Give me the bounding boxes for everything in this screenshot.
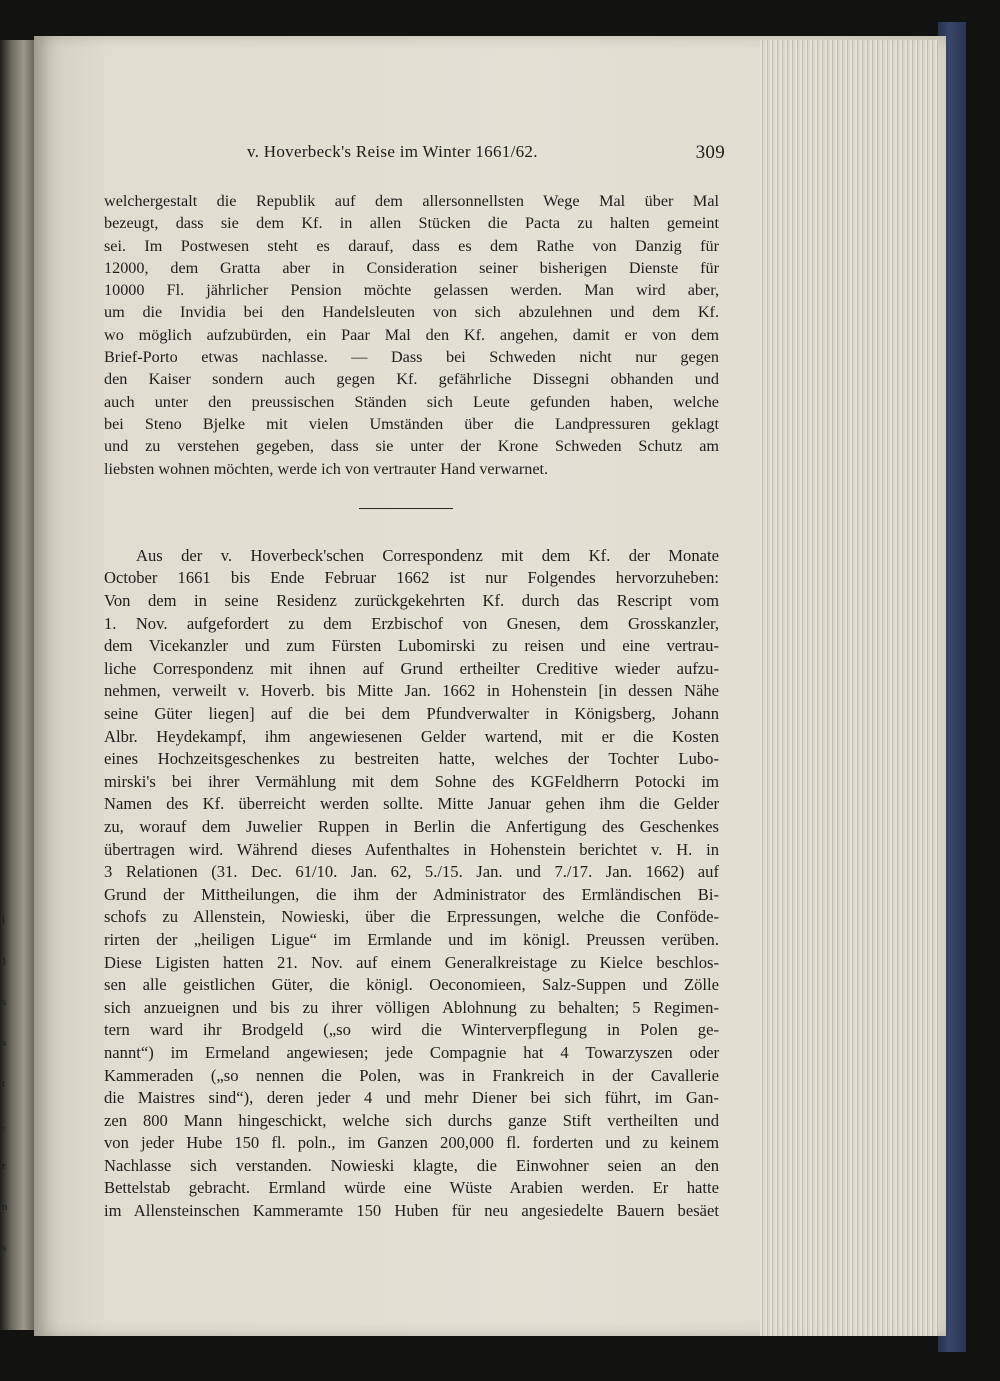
text-line: nehmen, verweilt v. Hoverb. bis Mitte Jan. 1662 in Hohenstein [in dessen Nähe [104,681,719,701]
text-line: zen 800 Mann hingeschickt, welche sich durchs ganze Stift vertheilten und [104,1110,719,1130]
text-line: dem Vicekanzler und zum Fürsten Lubomirski zu reisen und eine vertrau- [104,636,719,656]
text-line: nannt“) im Ermeland angewiesen; jede Compagnie hat 4 Towarzyszen oder [104,1042,719,1062]
text-line: Nachlasse sich verstanden. Nowieski klagte, die Einwohner seien an den [104,1155,719,1175]
section-divider [359,508,453,509]
text-line: um die Invidia bei den Handelsleuten von sich abzulehnen und dem Kf. [104,303,719,322]
text-line: Namen des Kf. überreicht werden sollte. Mitte Januar gehen ihm die Gelder [104,794,719,814]
text-line: Brief-Porto etwas nachlasse. — Dass bei Schweden nicht nur gegen [104,348,719,367]
text-line: bezeugt, dass sie dem Kf. in allen Stücken die Pacta zu halten gemeint [104,214,719,233]
text-line: welchergestalt die Republik auf dem allersonnellsten Wege Mal über Mal [104,192,719,210]
paragraph-1 [104,190,719,480]
text-line: Grund der Mittheilungen, die ihm der Administrator des Ermländischen Bi- [104,884,719,904]
text-line: liche Correspondenz mit ihnen auf Grund ertheilter Creditive wieder aufzu- [104,658,719,678]
text-line: 1. Nov. aufgefordert zu dem Erzbischof von Gnesen, dem Grosskanzler, [104,613,719,633]
running-head-title: v. Hoverbeck's Reise im Winter 1661/62. [247,142,538,161]
text-line: bei Steno Bjelke mit vielen Umständen über die Landpressuren geklagt [104,414,719,433]
margin-mark: s [2,996,7,1008]
text-line: zu, worauf dem Juwelier Ruppen in Berlin die Anfertigung des Geschenkes [104,816,719,836]
previous-page-edge [0,40,34,1330]
text-line: von jeder Hube 150 fl. poln., im Ganzen 200,000 fl. forderten und zu keinem [104,1133,719,1153]
margin-mark: s [2,1242,7,1254]
page-text-block [104,136,725,1223]
text-line: eines Hochzeitsgeschenkes zu bestreiten hatte, welches der Tochter Lubo- [104,749,719,769]
margin-mark: n [2,1201,8,1213]
text-line: und zu verstehen gegeben, dass sie unter der Krone Schweden Schutz am [104,437,719,456]
text-line: Von dem in seine Residenz zurückgekehrten Kf. durch das Rescript vom [104,591,719,611]
stacked-page-edges [760,40,938,1336]
text-line: Albr. Heydekampf, ihm angewiesenen Gelder wartend, mit er die Kosten [104,726,719,746]
margin-mark: i [2,914,6,926]
text-line: tern ward ihr Brodgeld („so wird die Winterverpflegung in Polen ge- [104,1020,719,1040]
text-line: liebsten wohnen möchten, werde ich von vertrauter Hand verwarnet. [104,459,549,478]
previous-page-letters [2,900,14,1269]
margin-mark: , [2,1119,5,1131]
text-line: sei. Im Postwesen steht es darauf, dass es dem Rathe von Danzig für [104,236,719,255]
paragraph-2 [104,545,719,1223]
text-line: seine Güter liegen] auf die bei dem Pfundverwalter in Königsberg, Johann [104,704,719,724]
text-line: wo möglich aufzubürden, ein Paar Mal den Kf. angehen, damit er von dem [104,325,719,344]
text-line: den Kaiser sondern auch gegen Kf. gefährliche Dissegni obhanden und [104,370,719,389]
text-line: 3 Relationen (31. Dec. 61/10. Jan. 62, 5./15. Jan. und 7./17. Jan. 1662) auf [104,862,719,882]
text-line: mirski's bei ihrer Vermählung mit dem Sohne des KGFeldherrn Potocki im [104,771,719,791]
text-line: sich anzueignen und bis zu ihrer völligen Ablohnung zu behalten; 5 Regimen- [104,997,719,1017]
text-line: Bettelstab gebracht. Ermland würde eine Wüste Arabien werden. Er hatte [104,1178,719,1198]
text-line: sen alle geistlichen Güter, die königl. Oeconomieen, Salz-Suppen und Zölle [104,975,719,995]
text-line: October 1661 bis Ende Februar 1662 ist nur Folgendes hervorzuheben: [104,568,719,588]
text-line: übertragen wird. Während dieses Aufenthaltes in Hohenstein berichtet v. H. in [104,839,719,859]
running-head [104,136,725,163]
margin-mark: ) [2,955,6,967]
margin-mark: s [2,1037,7,1049]
page-number: 309 [695,142,725,163]
text-line: auch unter den preussischen Ständen sich Leute gefunden haben, welche [104,392,719,411]
text-line: schofs zu Allenstein, Nowieski, über die Erpressungen, welche die Conföde- [104,907,719,927]
text-line: die Maistres sind“), deren jeder 4 und mehr Diener bei sich führt, im Gan- [104,1088,719,1108]
text-line: Aus der v. Hoverbeck'schen Correspondenz mit dem Kf. der Monate [136,545,719,565]
margin-mark: t [2,1078,6,1090]
margin-mark: r [2,1160,6,1172]
text-line: 12000, dem Gratta aber in Consideration seiner bisherigen Dienste für [104,258,719,277]
text-line: 10000 Fl. jährlicher Pension möchte gelassen werden. Man wird aber, [104,281,719,300]
text-line: im Allensteinschen Kammeramte 150 Huben für neu angesiedelte Bauern besäet [104,1201,719,1221]
text-line: Diese Ligisten hatten 21. Nov. auf einem Generalkreistage zu Kielce beschlos- [104,952,719,972]
text-line: Kammeraden („so nennen die Polen, was in Frankreich in der Cavallerie [104,1065,719,1085]
text-line: rirten der „heiligen Ligue“ im Ermlande und im königl. Preussen verüben. [104,929,719,949]
